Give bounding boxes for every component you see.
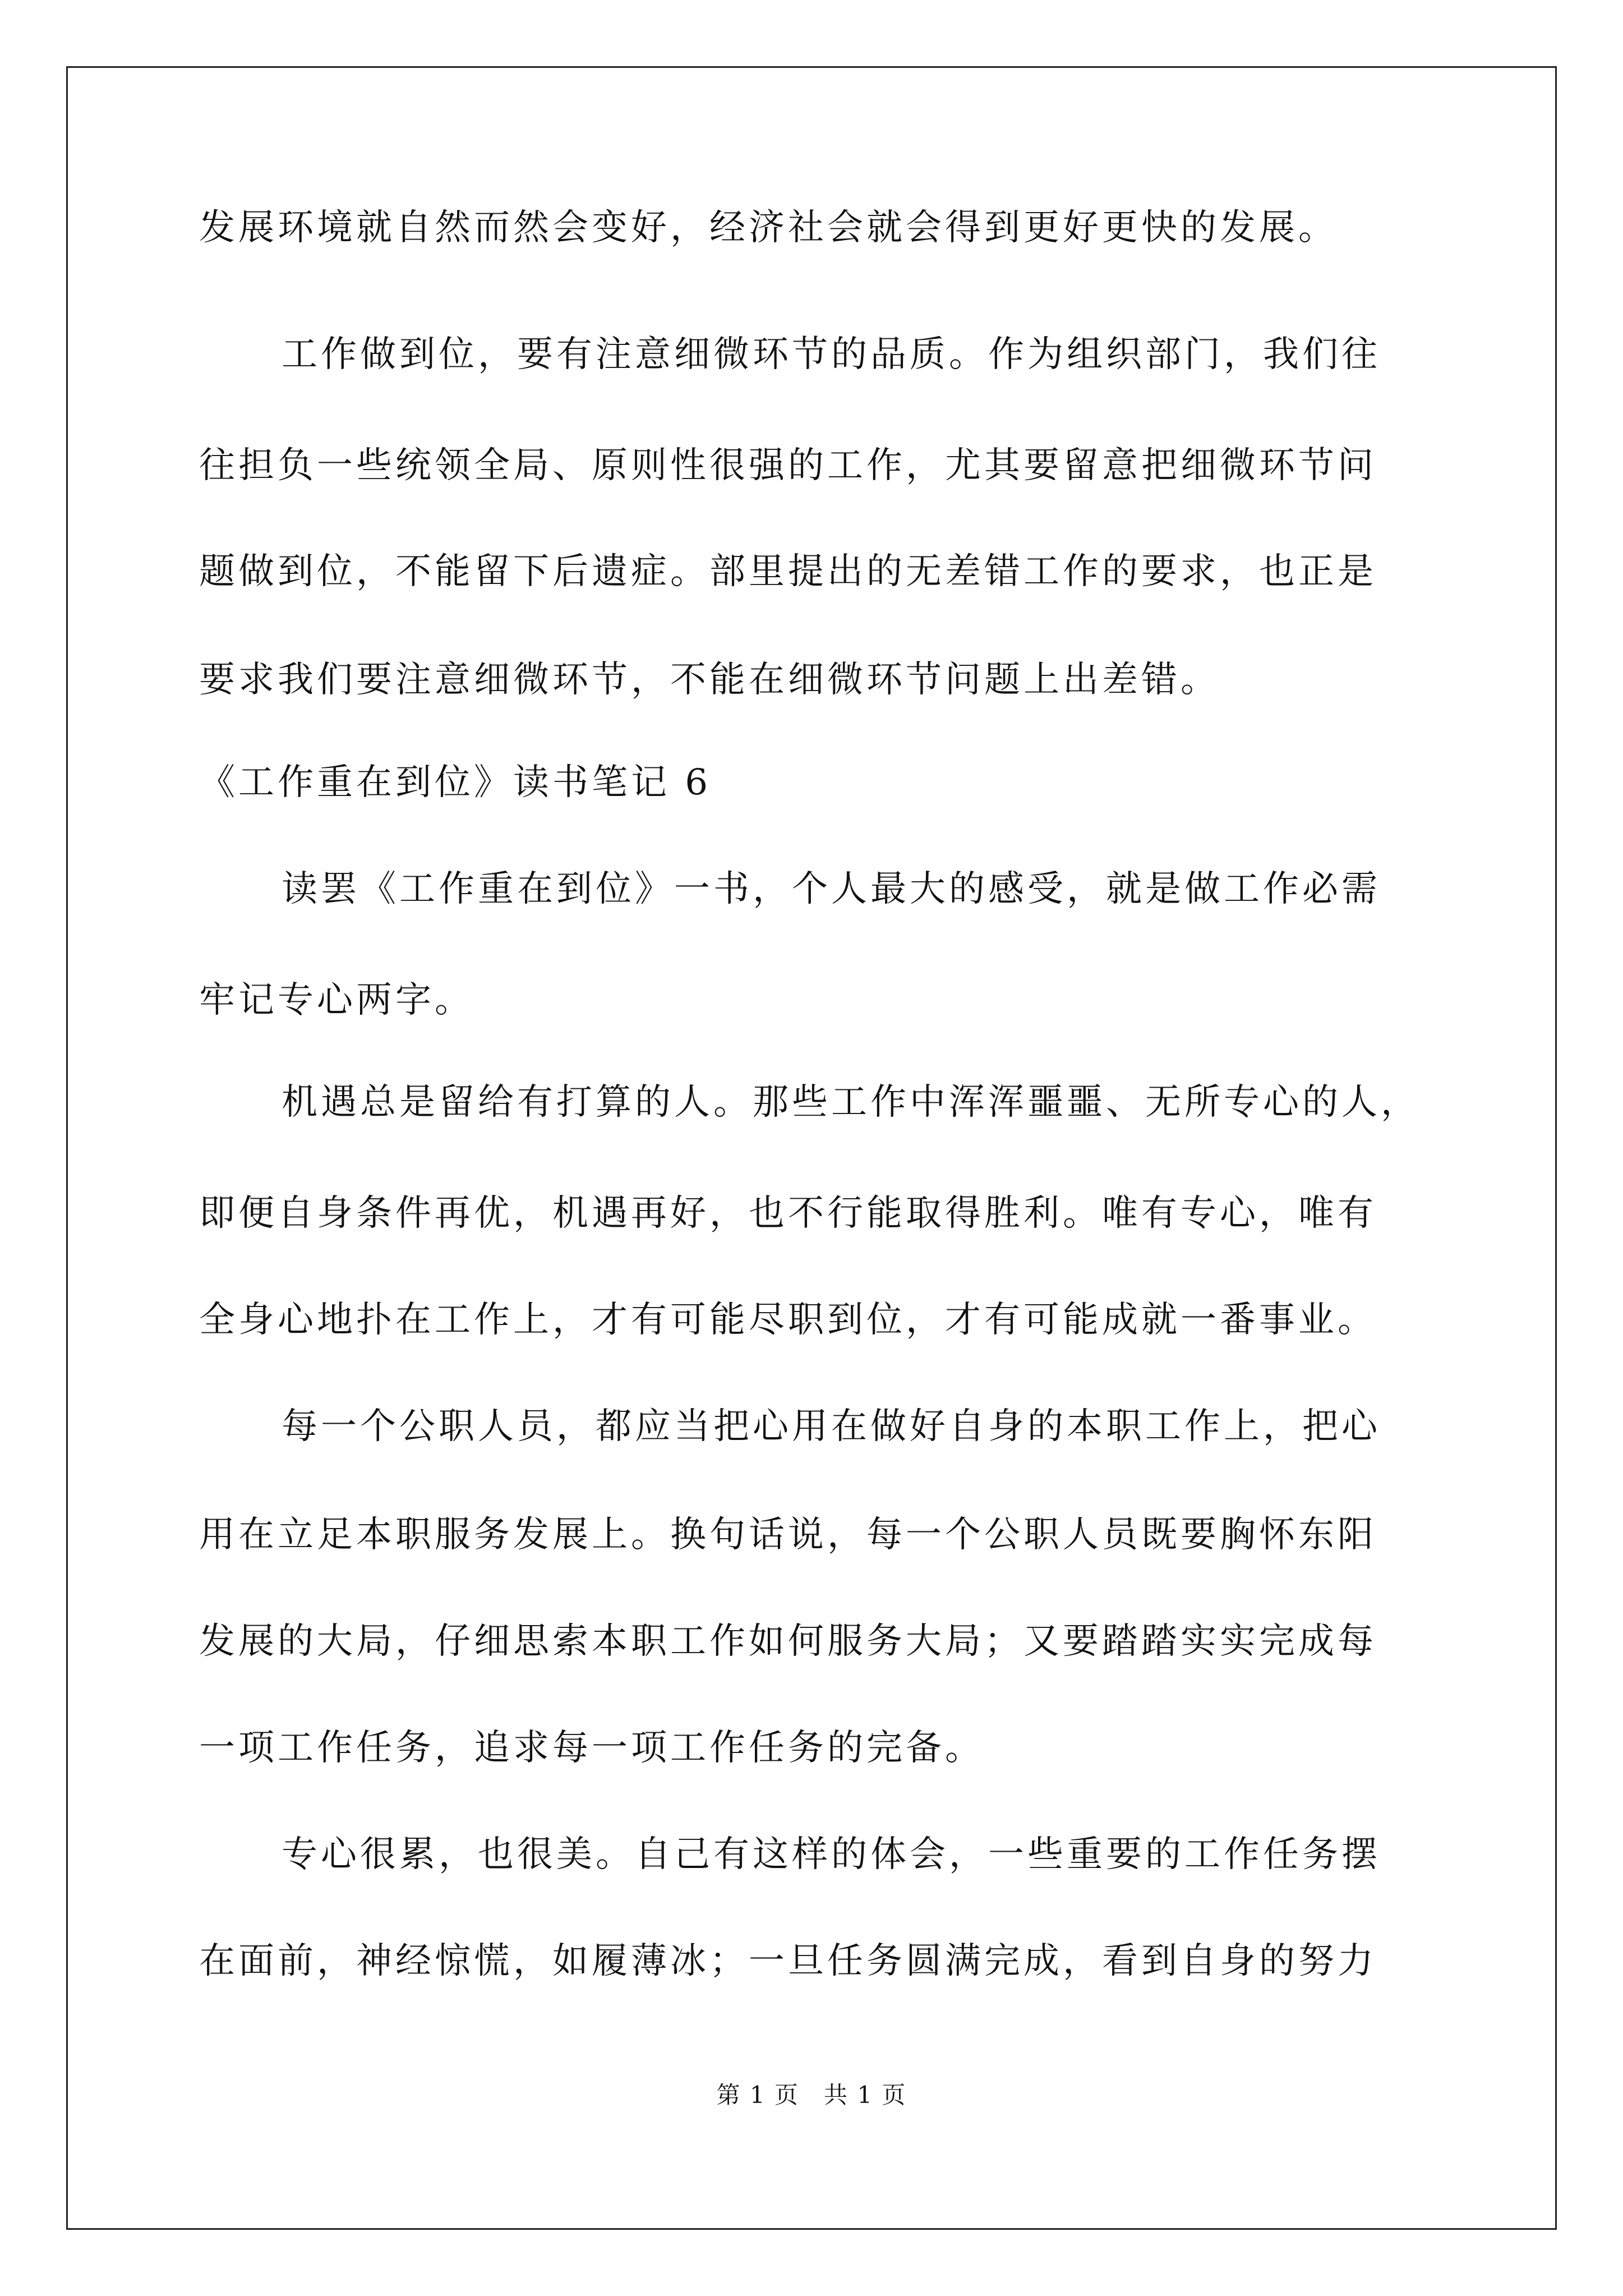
- paragraph-line: 专心很累，也很美。自己有这样的体会，一些重要的工作任务摆: [282, 1834, 1381, 1875]
- page-footer: 第 1 页 共 1 页: [716, 2081, 907, 2109]
- page-border: [66, 66, 1557, 2230]
- paragraph-line: 发展环境就自然而然会变好，经济社会就会得到更好更快的发展。: [199, 207, 1338, 249]
- paragraph-line: 读罢《工作重在到位》一书，个人最大的感受，就是做工作必需: [282, 868, 1381, 910]
- paragraph-line: 用在立足本职服务发展上。换句话说，每一个公职人员既要胸怀东阳: [199, 1514, 1377, 1556]
- paragraph-line: 在面前，神经惊慌，如履薄冰；一旦任务圆满完成，看到自身的努力: [199, 1940, 1377, 1982]
- paragraph-line: 题做到位，不能留下后遗症。部里提出的无差错工作的要求，也正是: [199, 551, 1377, 592]
- paragraph-line: 即便自身条件再优，机遇再好，也不行能取得胜利。唯有专心，唯有: [199, 1193, 1377, 1234]
- paragraph-line: 往担负一些统领全局、原则性很强的工作，尤其要留意把细微环节问: [199, 445, 1377, 486]
- paragraph-line: 工作做到位，要有注意细微环节的品质。作为组织部门，我们往: [282, 334, 1381, 375]
- paragraph-line: 牢记专心两字。: [199, 979, 474, 1021]
- paragraph-line: 发展的大局，仔细思索本职工作如何服务大局；又要踏踏实实完成每: [199, 1621, 1377, 1662]
- paragraph-line: 每一个公职人员，都应当把心用在做好自身的本职工作上，把心: [282, 1406, 1381, 1447]
- paragraph-line: 全身心地扑在工作上，才有可能尽职到位，才有可能成就一番事业。: [199, 1299, 1377, 1341]
- section-heading: 《工作重在到位》读书笔记 6: [199, 762, 712, 803]
- paragraph-line: 机遇总是留给有打算的人。那些工作中浑浑噩噩、无所专心的人，: [282, 1082, 1420, 1123]
- paragraph-line: 要求我们要注意细微环节，不能在细微环节问题上出差错。: [199, 659, 1220, 701]
- paragraph-line: 一项工作任务，追求每一项工作任务的完备。: [199, 1727, 984, 1769]
